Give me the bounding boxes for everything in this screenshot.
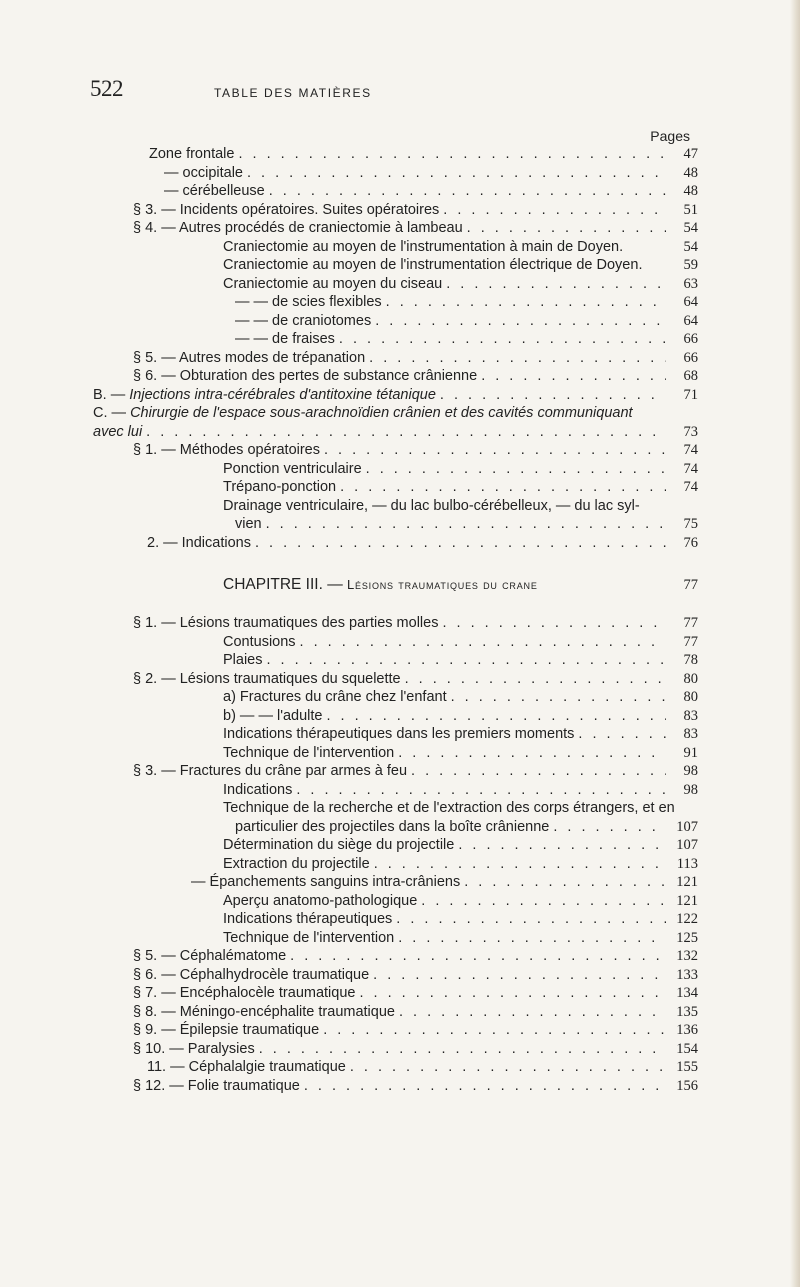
toc-page-number: 74 xyxy=(683,442,698,458)
chapter-heading xyxy=(133,557,698,613)
toc-section-c xyxy=(133,442,698,553)
leader-dots xyxy=(442,615,666,631)
toc-entry xyxy=(133,516,698,535)
toc-entry xyxy=(133,220,698,239)
running-title: TABLE DES MATIÈRES xyxy=(214,86,372,100)
toc-entry xyxy=(133,313,698,332)
leader-dots xyxy=(451,689,666,705)
toc-page-number: 113 xyxy=(676,855,698,872)
toc-entry xyxy=(133,1059,698,1078)
toc-entry xyxy=(133,893,698,912)
leader-dots xyxy=(398,745,666,761)
toc-entry-text: particulier des projectiles dans la boîte crânienne xyxy=(235,818,550,835)
pages-column-label: Pages xyxy=(650,128,690,144)
leader-dots xyxy=(323,1022,666,1038)
toc-entry-text: 2. — Indications xyxy=(147,534,251,551)
toc-page-number: 125 xyxy=(676,929,698,946)
toc-page-number: 121 xyxy=(676,892,698,909)
toc-entry-text: § 3. — Incidents opératoires. Suites opératoires xyxy=(133,201,440,218)
toc-entry xyxy=(133,1078,698,1097)
page-edge xyxy=(790,0,800,1287)
toc-page-number: 48 xyxy=(683,164,698,181)
toc-entry xyxy=(133,146,698,165)
toc-entry-text: § 4. — Autres procédés de craniectomie à lambeau xyxy=(133,220,463,236)
toc-entry xyxy=(133,930,698,949)
toc-page-number: 74 xyxy=(683,479,698,495)
toc-entry-text: — — de craniotomes xyxy=(235,312,372,329)
toc-page-number: 51 xyxy=(683,201,698,218)
toc-page-number: 47 xyxy=(683,146,698,162)
toc-entry-text: § 2. — Lésions traumatiques du squelette xyxy=(133,670,401,687)
toc-entry xyxy=(133,726,698,745)
toc-entry xyxy=(133,652,698,671)
leader-dots xyxy=(238,146,666,162)
toc-entry-text: § 8. — Méningo-encéphalite traumatique xyxy=(133,1003,395,1020)
leader-dots xyxy=(421,893,666,909)
toc-entry-b xyxy=(93,386,698,406)
toc-entry-text: § 1. — Lésions traumatiques des parties molles xyxy=(133,615,439,631)
leader-dots xyxy=(290,948,666,964)
toc-page-number: 98 xyxy=(683,763,698,779)
toc-page-number: 77 xyxy=(683,633,698,650)
toc-entry-text: § 9. — Épilepsie traumatique xyxy=(133,1022,320,1038)
toc-entry-c xyxy=(93,405,698,424)
toc-entry-text: — — de fraises xyxy=(235,331,335,347)
toc-entry-text: Craniectomie au moyen de l'instrumentation électrique de Doyen. xyxy=(223,257,643,273)
leader-dots xyxy=(247,165,666,181)
toc-entry-text: C. — Chirurgie de l'espace sous-arachnoïdien crânien et des cavités communiquant xyxy=(93,405,633,421)
leader-dots xyxy=(296,782,666,798)
toc-page-number: 66 xyxy=(683,331,698,347)
toc-entry-text: avec lui xyxy=(93,423,143,440)
toc-page-number: 74 xyxy=(683,460,698,477)
toc-entry xyxy=(133,671,698,690)
toc-page-number: 154 xyxy=(676,1040,698,1057)
toc-entry xyxy=(133,708,698,727)
toc-entry-text: Technique de la recherche et de l'extraction des corps étrangers, et en xyxy=(223,800,675,816)
toc-page-number: 91 xyxy=(683,744,698,761)
leader-dots xyxy=(269,183,666,199)
toc-entry-text: § 5. — Autres modes de trépanation xyxy=(133,349,366,366)
toc-entry-text: vien xyxy=(235,516,262,532)
toc-entry-text: Indications thérapeutiques xyxy=(223,911,393,927)
toc-entry xyxy=(133,967,698,986)
leader-dots xyxy=(458,837,666,853)
toc-page-number: 122 xyxy=(676,911,698,927)
toc-page-number: 64 xyxy=(683,294,698,310)
toc-entry-c-continued xyxy=(93,423,698,443)
toc-page-number: 66 xyxy=(683,349,698,366)
toc-page-number: 73 xyxy=(683,423,698,440)
page-number: 522 xyxy=(90,76,123,101)
leader-dots xyxy=(481,368,666,384)
toc-entry-text: b) — — l'adulte xyxy=(223,707,323,724)
toc-entry xyxy=(133,1041,698,1060)
leader-dots xyxy=(440,387,666,403)
leader-dots xyxy=(411,763,666,779)
toc-entry-text: Technique de l'intervention xyxy=(223,744,395,761)
toc-entry xyxy=(133,782,698,801)
toc-entry xyxy=(133,1022,698,1041)
toc-entry-text: Indications xyxy=(223,781,293,798)
toc-entry xyxy=(133,763,698,782)
toc-entry-text: Technique de l'intervention xyxy=(223,929,395,946)
toc-entry-text: a) Fractures du crâne chez l'enfant xyxy=(223,689,447,705)
leader-dots xyxy=(375,313,666,329)
leader-dots xyxy=(304,1078,666,1094)
toc-entry xyxy=(133,615,698,634)
leader-dots xyxy=(373,967,666,983)
toc-page-number: 48 xyxy=(683,183,698,199)
toc-page-number: 54 xyxy=(683,220,698,236)
toc-entry-text: Ponction ventriculaire xyxy=(223,460,362,477)
toc-entry xyxy=(133,461,698,480)
leader-dots xyxy=(300,634,666,650)
toc-page-number: 80 xyxy=(683,689,698,705)
toc-entry xyxy=(133,837,698,856)
toc-entry-text: Zone frontale xyxy=(149,146,235,162)
toc-page-number: 156 xyxy=(676,1077,698,1094)
toc-entry xyxy=(133,183,698,202)
toc-page-number: 134 xyxy=(676,985,698,1001)
toc-entry-text: § 6. — Céphalhydrocèle traumatique xyxy=(133,966,370,983)
toc-entry xyxy=(133,442,698,461)
leader-dots xyxy=(446,276,666,292)
toc-entry xyxy=(133,1004,698,1023)
toc-entry xyxy=(133,498,698,517)
leader-dots xyxy=(578,726,666,742)
leader-dots xyxy=(366,461,666,477)
toc-entry-text: § 5. — Céphalématome xyxy=(133,948,287,964)
toc-page-number: 68 xyxy=(683,368,698,384)
toc-entry-text: § 12. — Folie traumatique xyxy=(133,1077,300,1094)
toc-entry xyxy=(133,257,698,276)
toc-entry-text: 11. — Céphalalgie traumatique xyxy=(147,1059,346,1075)
toc-page-number: 133 xyxy=(676,966,698,983)
toc-entry xyxy=(133,535,698,554)
toc-section-a xyxy=(133,146,698,387)
toc-entry-text: § 7. — Encéphalocèle traumatique xyxy=(133,985,356,1001)
toc-entry xyxy=(133,985,698,1004)
toc-page-number: 80 xyxy=(683,670,698,687)
leader-dots xyxy=(553,819,666,835)
toc-entry-text: — Épanchements sanguins intra-crâniens xyxy=(191,874,461,890)
toc-page-number: 76 xyxy=(683,534,698,551)
toc-entry xyxy=(133,819,698,838)
toc-page-number: 83 xyxy=(683,707,698,724)
leader-dots xyxy=(259,1041,666,1057)
toc-section-d xyxy=(133,615,698,1096)
toc-entry-text: — — de scies flexibles xyxy=(235,294,382,310)
toc-page-number: 78 xyxy=(683,652,698,668)
chapter-title: CHAPITRE III. — Lésions traumatiques du crane xyxy=(223,576,538,593)
leader-dots xyxy=(339,331,666,347)
toc-entry xyxy=(133,165,698,184)
toc-entry-text: Contusions xyxy=(223,633,296,650)
toc-entry-text: Extraction du projectile xyxy=(223,855,370,872)
toc-entry-text: Plaies xyxy=(223,652,263,668)
toc-entry xyxy=(133,276,698,295)
leader-dots xyxy=(326,708,666,724)
toc-entry xyxy=(133,202,698,221)
leader-dots xyxy=(324,442,666,458)
toc-entry-text: Trépano-ponction xyxy=(223,479,337,495)
leader-dots xyxy=(267,652,667,668)
toc-page-number: 107 xyxy=(676,837,698,853)
toc-entry-text: — cérébelleuse xyxy=(164,183,265,199)
toc-entry xyxy=(133,479,698,498)
toc-entry xyxy=(133,948,698,967)
toc-page-number: 155 xyxy=(676,1059,698,1075)
leader-dots xyxy=(399,1004,666,1020)
toc-entry xyxy=(133,368,698,387)
leader-dots xyxy=(255,535,666,551)
toc-entry-text: — occipitale xyxy=(164,164,243,181)
toc-entry-text: Aperçu anatomo-pathologique xyxy=(223,892,418,909)
toc-page-number: 98 xyxy=(683,781,698,798)
toc-entry xyxy=(133,239,698,258)
toc-entry-text: Craniectomie au moyen du ciseau xyxy=(223,275,443,292)
toc-entry xyxy=(133,689,698,708)
toc-entry-text: § 3. — Fractures du crâne par armes à feu xyxy=(133,763,408,779)
toc-page-number: 54 xyxy=(683,238,698,255)
toc-entry xyxy=(133,856,698,875)
toc-entry-text: Drainage ventriculaire, — du lac bulbo-cérébelleux, — du lac syl- xyxy=(223,497,640,514)
toc-entry xyxy=(133,800,698,819)
toc-page-number: 63 xyxy=(683,275,698,292)
toc-page-number: 75 xyxy=(683,516,698,532)
toc-entry xyxy=(133,874,698,893)
toc-entry xyxy=(133,911,698,930)
toc-entry xyxy=(133,331,698,350)
toc-page-number: 64 xyxy=(683,312,698,329)
leader-dots xyxy=(405,671,666,687)
chapter-page-number: 77 xyxy=(683,576,698,593)
leader-dots xyxy=(350,1059,666,1075)
toc-entry-text: § 6. — Obturation des pertes de substance crânienne xyxy=(133,368,478,384)
leader-dots xyxy=(340,479,666,495)
toc-entry-text: Indications thérapeutiques dans les premiers moments xyxy=(223,726,575,742)
leader-dots xyxy=(266,516,666,532)
toc-page-number: 132 xyxy=(676,948,698,964)
toc-entry xyxy=(133,634,698,653)
toc-entry xyxy=(133,350,698,369)
toc-entry-text: Craniectomie au moyen de l'instrumentation à main de Doyen. xyxy=(223,238,624,255)
leader-dots xyxy=(464,874,666,890)
toc-page-number: 121 xyxy=(676,874,698,890)
toc-entry-text: Détermination du siège du projectile xyxy=(223,837,455,853)
table-of-contents xyxy=(93,146,698,1096)
toc-page-number: 136 xyxy=(676,1022,698,1038)
toc-entry-text: § 10. — Paralysies xyxy=(133,1040,255,1057)
leader-dots xyxy=(374,856,666,872)
toc-page-number: 59 xyxy=(683,257,698,273)
toc-entry-text: § 1. — Méthodes opératoires xyxy=(133,442,320,458)
toc-entry xyxy=(133,745,698,764)
leader-dots xyxy=(359,985,666,1001)
leader-dots xyxy=(467,220,666,236)
leader-dots xyxy=(386,294,666,310)
toc-entry-text: B. — Injections intra-cérébrales d'antitoxine tétanique xyxy=(93,386,436,403)
toc-page-number: 71 xyxy=(683,386,698,403)
toc-entry xyxy=(133,294,698,313)
leader-dots xyxy=(146,424,666,440)
toc-page-number: 107 xyxy=(676,818,698,835)
leader-dots xyxy=(396,911,666,927)
leader-dots xyxy=(369,350,666,366)
toc-page-number: 135 xyxy=(676,1003,698,1020)
leader-dots xyxy=(443,202,666,218)
toc-page-number: 83 xyxy=(683,726,698,742)
leader-dots xyxy=(398,930,666,946)
toc-page-number: 77 xyxy=(683,615,698,631)
